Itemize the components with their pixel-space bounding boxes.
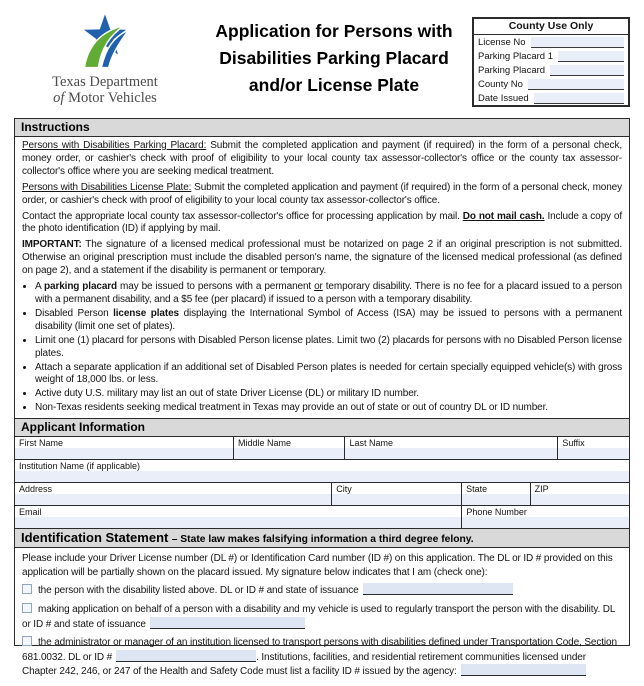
- middle-name-cell: [234, 437, 346, 459]
- instructions-paragraph-plate: Persons with Disabilities License Plate: Submit the completed application and payment (if required) in the form of a personal check, money order, or cashier's check with proof of eligibility to your local county tax assessor-collector's office.: [22, 181, 622, 206]
- form-title-line3: and/or License Plate: [248, 75, 420, 96]
- applicant-row-name: [15, 437, 629, 460]
- facility-id-input[interactable]: [461, 664, 586, 676]
- institution-dl-id-input[interactable]: [116, 650, 256, 662]
- institution-cell: [15, 460, 629, 482]
- option-person-with-disability-label: the person with the disability listed above. DL or ID # and state of issuance: [38, 585, 359, 597]
- dl-id-issuance-input-1[interactable]: [363, 583, 513, 595]
- form-title-line2: Disabilities Parking Placard: [219, 48, 449, 69]
- address-input[interactable]: [15, 494, 331, 505]
- applicant-row-address: [15, 483, 629, 506]
- form-body: [14, 118, 630, 678]
- logo-line2-rest: Motor Vehicles: [64, 90, 157, 107]
- instructions-heading: Instructions: [15, 118, 629, 137]
- suffix-label: Suffix: [562, 438, 585, 449]
- checkbox-person-with-disability[interactable]: [22, 584, 32, 594]
- county-box-title: County Use Only: [474, 19, 628, 35]
- applicant-information-section: [15, 418, 629, 528]
- email-label: Email: [19, 507, 42, 518]
- county-date-issued-label: Date Issued: [478, 93, 529, 104]
- county-row-date-issued: [474, 91, 628, 105]
- txdmv-logo: [14, 6, 196, 114]
- state-cell: [462, 483, 531, 505]
- suffix-cell: [558, 437, 629, 459]
- county-date-issued-input[interactable]: [534, 93, 624, 104]
- option-institution-administrator: [22, 636, 622, 679]
- txdmv-star-icon: [63, 10, 147, 72]
- logo-line1: Texas Department: [52, 74, 158, 90]
- county-row-county-no: [474, 77, 628, 91]
- last-name-cell: [345, 437, 558, 459]
- checkbox-institution-administrator[interactable]: [22, 636, 32, 646]
- county-no-input[interactable]: [528, 79, 624, 90]
- suffix-input[interactable]: [558, 448, 629, 459]
- instructions-section: [15, 118, 629, 418]
- instructions-bullet: • A parking placard may be issued to persons with a permanent or temporary disability. There is no fee for a placard issued to a person with a permanent disability, and a $5 fee (per placard) if issued to a person with a temporary disability.: [35, 281, 622, 307]
- city-cell: [332, 483, 462, 505]
- email-input[interactable]: [15, 517, 461, 528]
- option-person-with-disability: [22, 583, 622, 598]
- city-input[interactable]: [332, 494, 461, 505]
- first-name-cell: [15, 437, 234, 459]
- instructions-bullet: • Non-Texas residents seeking medical treatment in Texas may provide an out of state or out of country DL or ID number.: [35, 402, 622, 415]
- middle-name-input[interactable]: [234, 448, 345, 459]
- applicant-row-institution: [15, 460, 629, 483]
- phone-label: Phone Number: [466, 507, 527, 518]
- county-parking-placard-1-label: Parking Placard 1: [478, 51, 553, 62]
- applicant-information-heading: Applicant Information: [15, 418, 629, 437]
- county-parking-placard-2-input[interactable]: [550, 65, 624, 76]
- instructions-content: [15, 137, 629, 418]
- instructions-bullet: • Attach a separate application if an additional set of Disabled Person plates is needed for certain specially equipped vehicle(s) with gross weight of 18,000 lbs. or less.: [35, 362, 622, 388]
- instructions-bullet: • Active duty U.S. military may list an out of state Driver License (DL) or military ID number.: [35, 388, 622, 401]
- instructions-paragraph-placard: Persons with Disabilities Parking Placard: Submit the completed application and payment (if required) in the form of a personal check, money order, or cashier's check with proof of eligibility to your local county tax assessor-collector's office or the county tax assessor-collector's office where you are seeking medical treatment.: [22, 140, 622, 177]
- county-parking-placard-1-input[interactable]: [558, 51, 624, 62]
- option-institution-part2: . Institutions, facilities, and residential retirement communities licensed under Chapter 242, 246, or 247 of the Health and Safety Code must list a facility ID # issued by the agency:: [22, 651, 586, 678]
- county-license-no-label: License No: [478, 37, 526, 48]
- institution-label: Institution Name (if applicable): [19, 461, 141, 472]
- county-row-license-no: [474, 35, 628, 49]
- dl-id-issuance-input-2[interactable]: [150, 617, 305, 629]
- option-institution-part1: the administrator or manager of an institution licensed to transport persons with disabilities defined under Transportation Code, Section 681.0032. DL or ID #: [22, 637, 617, 663]
- county-row-parking-placard-1: [474, 49, 628, 63]
- identification-content: [15, 548, 629, 686]
- applicant-row-contact: [15, 506, 629, 528]
- county-parking-placard-2-label: Parking Placard: [478, 65, 546, 76]
- state-label: State: [466, 484, 488, 495]
- form-title-line1: Application for Persons with: [215, 21, 453, 41]
- identification-intro: Please include your Driver License number (DL #) or Identification Card number (ID #) on this application. The DL or ID # provided on this application will be partially shown on the placard issued. My signature below indicates that I am (check one):: [22, 553, 613, 578]
- instructions-bullet-list: [22, 281, 622, 415]
- identification-heading-note: – State law makes falsifying information a third degree felony.: [171, 534, 474, 546]
- identification-statement-section: [15, 528, 629, 686]
- identification-statement-heading: [15, 528, 629, 548]
- city-label: City: [336, 484, 352, 495]
- zip-cell: [531, 483, 629, 505]
- checkbox-transporter[interactable]: [22, 603, 32, 613]
- instructions-paragraph-important: IMPORTANT: The signature of a licensed medical professional must be notarized on page 2 if an original prescription is not submitted. Otherwise an original prescription must include the disabled person's name, the signature of the licensed medical professional (as defined on page 2), and a statement if the disability is permanent or temporary.: [22, 239, 622, 277]
- state-input[interactable]: [462, 494, 530, 505]
- option-transporter-label: making application on behalf of a person with a disability and my vehicle is used to regularly transport the person with the disability. DL or ID # and state of issuance: [22, 603, 615, 630]
- applicant-grid: [15, 437, 629, 528]
- first-name-input[interactable]: [15, 448, 233, 459]
- address-label: Address: [19, 484, 53, 495]
- zip-input[interactable]: [531, 494, 629, 505]
- txdmv-logo-text: [52, 74, 158, 106]
- logo-line2-of: of: [53, 90, 65, 107]
- identification-heading-text: Identification Statement: [21, 530, 169, 546]
- instructions-bullet: • Limit one (1) placard for persons with Disabled Person license plates. Limit two (2) placards for persons with no Disabled Person license plates.: [35, 335, 622, 361]
- address-cell: [15, 483, 332, 505]
- county-use-only-box: [472, 17, 630, 107]
- phone-cell: [462, 506, 629, 528]
- county-license-no-input[interactable]: [531, 37, 624, 48]
- option-transporter: [22, 603, 622, 631]
- institution-input[interactable]: [15, 471, 629, 482]
- county-no-label: County No: [478, 79, 523, 90]
- phone-input[interactable]: [462, 517, 629, 528]
- form-title: [196, 6, 472, 114]
- first-name-label: First Name: [19, 438, 64, 449]
- instructions-bullet: • Disabled Person license plates displaying the International Symbol of Access (ISA) may be issued to persons with a permanent disability (limit one set of plates).: [35, 308, 622, 334]
- zip-label: ZIP: [534, 484, 549, 495]
- form-header: [14, 6, 630, 114]
- email-cell: [15, 506, 462, 528]
- instructions-paragraph-mail: Contact the appropriate local county tax assessor-collector's office for processing application by mail. Do not mail cash. Include a copy of the photo identification (ID) if applying by mail.: [22, 210, 622, 235]
- last-name-input[interactable]: [345, 448, 557, 459]
- county-row-parking-placard-2: [474, 63, 628, 77]
- last-name-label: Last Name: [349, 438, 394, 449]
- middle-name-label: Middle Name: [237, 438, 291, 449]
